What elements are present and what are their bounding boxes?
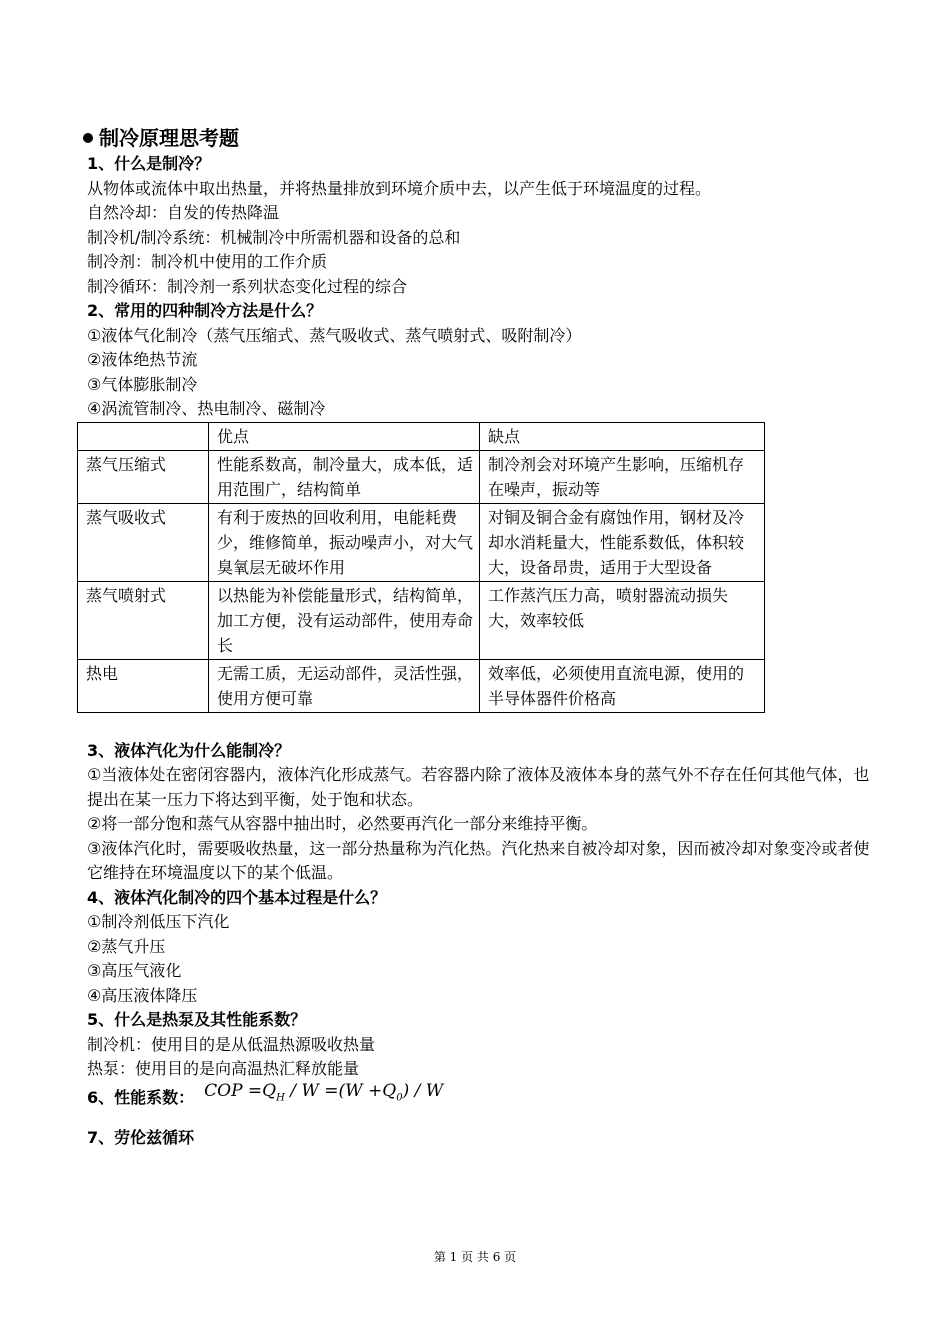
table-cell: 制冷剂会对环境产生影响，压缩机存在噪声，振动等 bbox=[480, 450, 765, 503]
question-2: 2、常用的四种制冷方法是什么？ bbox=[87, 301, 323, 320]
answer-line: ②蒸气升压 bbox=[87, 936, 166, 956]
table-cell: 工作蒸汽压力高，喷射器流动损失大，效率较低 bbox=[480, 581, 765, 659]
page-footer: 第 1 页 共 6 页 bbox=[433, 1250, 517, 1264]
answer-line: ①当液体处在密闭容器内，液体汽化形成蒸气。若容器内除了液体及液体本身的蒸气外不存在任何其他气体，也提出在某一压力下将达到平衡，处于饱和状态。 bbox=[87, 765, 870, 809]
comparison-table bbox=[77, 422, 765, 713]
spacer bbox=[87, 713, 877, 739]
title-text: 制冷原理思考题 bbox=[99, 126, 239, 150]
answer-line: ②液体绝热节流 bbox=[87, 350, 198, 369]
document-page bbox=[87, 124, 877, 1150]
table-cell: 效率低，必须使用直流电源，使用的半导体器件价格高 bbox=[480, 659, 765, 712]
table-cell: 热电 bbox=[78, 659, 209, 712]
answer-line: 制冷机：使用目的是从低温热源吸收热量 bbox=[87, 1034, 376, 1054]
answer-line: ④高压液体降压 bbox=[87, 985, 198, 1005]
table-cell: 有利于废热的回收利用，电能耗费少，维修简单，振动噪声小，对大气臭氧层无破坏作用 bbox=[209, 503, 480, 581]
answer-line: 制冷机/制冷系统：机械制冷中所需机器和设备的总和 bbox=[87, 227, 461, 247]
table-row bbox=[78, 581, 765, 659]
table-cell: 无需工质，无运动部件，灵活性强，使用方便可靠 bbox=[209, 659, 480, 712]
question-7: 7、劳伦兹循环 bbox=[87, 1127, 195, 1147]
bullet-icon bbox=[83, 133, 93, 143]
table-cell: 蒸气吸收式 bbox=[78, 503, 209, 581]
formula-part: COP =Q bbox=[204, 1081, 277, 1102]
answer-line: ①液体气化制冷（蒸气压缩式、蒸气吸收式、蒸气喷射式、吸附制冷） bbox=[87, 325, 582, 345]
cop-formula bbox=[204, 1081, 443, 1103]
question-6 bbox=[87, 1082, 877, 1116]
answer-line: 从物体或流体中取出热量，并将热量排放到环境介质中去，以产生低于环境温度的过程。 bbox=[87, 178, 712, 198]
answer-line: ④涡流管制冷、热电制冷、磁制冷 bbox=[87, 399, 326, 418]
table-header-cell: 缺点 bbox=[480, 422, 765, 450]
formula-subscript: H bbox=[276, 1092, 285, 1104]
table-cell: 以热能为补偿能量形式，结构简单，加工方便，没有运动部件，使用寿命长 bbox=[209, 581, 480, 659]
answer-line: 热泵：使用目的是向高温热汇释放能量 bbox=[87, 1059, 360, 1078]
table-header-cell bbox=[78, 422, 209, 450]
formula-subscript: 0 bbox=[396, 1092, 403, 1104]
answer-line: 制冷循环：制冷剂一系列状态变化过程的综合 bbox=[87, 276, 408, 296]
question-3: 3、液体汽化为什么能制冷？ bbox=[87, 740, 291, 760]
answer-line: ②将一部分饱和蒸气从容器中抽出时，必然要再汽化一部分来维持平衡。 bbox=[87, 814, 598, 833]
document-title bbox=[83, 124, 877, 152]
table-row bbox=[78, 450, 765, 503]
question-1: 1、什么是制冷？ bbox=[87, 154, 211, 173]
answer-line: ③液体汽化时，需要吸收热量，这一部分热量称为汽化热。汽化热来自被冷却对象，因而被冷却对象变冷或者使它维持在环境温度以下的某个低温。 bbox=[87, 838, 870, 882]
table-cell: 性能系数高，制冷量大，成本低，适用范围广，结构简单 bbox=[209, 450, 480, 503]
answer-line: ③气体膨胀制冷 bbox=[87, 374, 198, 394]
formula-part: ) / W bbox=[402, 1081, 444, 1102]
question-6-label: 6、性能系数： bbox=[87, 1088, 195, 1108]
table-cell: 对铜及铜合金有腐蚀作用，钢材及冷却水消耗量大，性能系数低，体积较大，设备昂贵，适用于大型设备 bbox=[480, 503, 765, 581]
answer-line: 制冷剂：制冷机中使用的工作介质 bbox=[87, 252, 328, 271]
formula-part: / W =(W +Q bbox=[284, 1081, 397, 1102]
answer-line: 自然冷却：自发的传热降温 bbox=[87, 203, 280, 222]
question-4: 4、液体汽化制冷的四个基本过程是什么？ bbox=[87, 887, 387, 907]
answer-line: ③高压气液化 bbox=[87, 961, 182, 980]
table-cell: 蒸气压缩式 bbox=[78, 450, 209, 503]
table-row bbox=[78, 659, 765, 712]
table-header-cell: 优点 bbox=[209, 422, 480, 450]
table-cell: 蒸气喷射式 bbox=[78, 581, 209, 659]
question-5: 5、什么是热泵及其性能系数？ bbox=[87, 1010, 307, 1029]
table-row bbox=[78, 503, 765, 581]
table-header-row bbox=[78, 422, 765, 450]
answer-line: ①制冷剂低压下汽化 bbox=[87, 912, 230, 931]
